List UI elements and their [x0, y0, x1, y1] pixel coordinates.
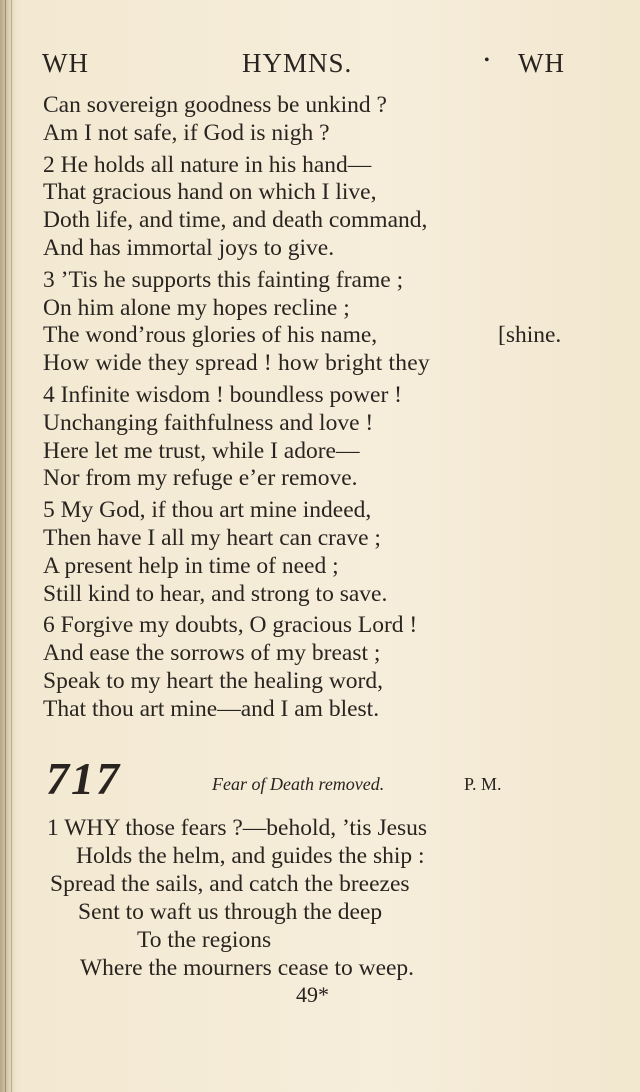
verse-line: Sent to waft us through the deep — [78, 899, 383, 925]
verse-line: To the regions — [137, 927, 272, 953]
verse-line: Spread the sails, and catch the breezes — [50, 871, 410, 897]
verse-line: Doth life, and time, and death command, — [43, 207, 428, 234]
stanza — [0, 92, 640, 148]
stanza — [0, 612, 640, 723]
verse-line: Here let me trust, while I adore— — [43, 437, 360, 464]
page-number: 49* — [296, 982, 329, 1007]
verse-line: A present help in time of need ; — [43, 552, 339, 579]
verse-line: That thou art mine—and I am blest. — [43, 695, 380, 722]
verse-line: Then have I all my heart can crave ; — [43, 524, 381, 551]
running-header — [0, 48, 640, 82]
header-dot: • — [484, 52, 491, 69]
verse-line: Can sovereign goodness be unkind ? — [43, 92, 387, 118]
verse-line: 6 Forgive my doubts, O gracious Lord ! — [43, 612, 418, 639]
verse-line: 2 He holds all nature in his hand— — [43, 151, 372, 178]
previous-hymn-text — [0, 92, 640, 728]
verse-line: Holds the helm, and guides the ship : — [76, 843, 425, 869]
verse-line: Am I not safe, if God is nigh ? — [43, 119, 330, 146]
verse-line: 1 WHY those fears ?—behold, ’tis Jesus — [47, 815, 428, 841]
stanza — [0, 382, 640, 493]
verse-line: Speak to my heart the healing word, — [43, 667, 384, 694]
verse-line: And has immortal joys to give. — [43, 234, 335, 261]
verse-line-with-carry — [0, 322, 640, 350]
verse-line: How wide they spread ! how bright they — [43, 350, 430, 377]
hymn-text — [0, 814, 640, 982]
stanza — [0, 152, 640, 263]
hymn-heading — [0, 752, 640, 802]
verse-line: 3 ’Tis he supports this fainting frame ; — [43, 266, 404, 293]
header-right-catchword: WH — [518, 48, 565, 78]
verse-line-text: The wond’rous glories of his name, — [43, 322, 378, 349]
verse-line: Unchanging faithfulness and love ! — [43, 409, 374, 436]
hymn-meter: P. M. — [464, 774, 502, 794]
stanza — [0, 497, 640, 608]
verse-line: 5 My God, if thou art mine indeed, — [43, 497, 372, 524]
header-left-catchword: WH — [42, 48, 89, 78]
header-title: HYMNS. — [242, 48, 353, 78]
verse-line: Where the mourners cease to weep. — [80, 955, 415, 981]
verse-line: Still kind to hear, and strong to save. — [43, 580, 388, 607]
hymn-title: Fear of Death removed. — [212, 774, 385, 794]
carry-over-word: [shine. — [498, 322, 562, 349]
verse-line: 4 Infinite wisdom ! boundless power ! — [43, 381, 402, 408]
verse-line: Nor from my refuge e’er remove. — [43, 465, 358, 492]
verse-line: That gracious hand on which I live, — [43, 179, 377, 206]
verse-line: And ease the sorrows of my breast ; — [43, 640, 381, 667]
verse-line: On him alone my hopes recline ; — [43, 294, 350, 321]
stanza — [0, 267, 640, 378]
hymn-number: 717 — [46, 753, 121, 804]
